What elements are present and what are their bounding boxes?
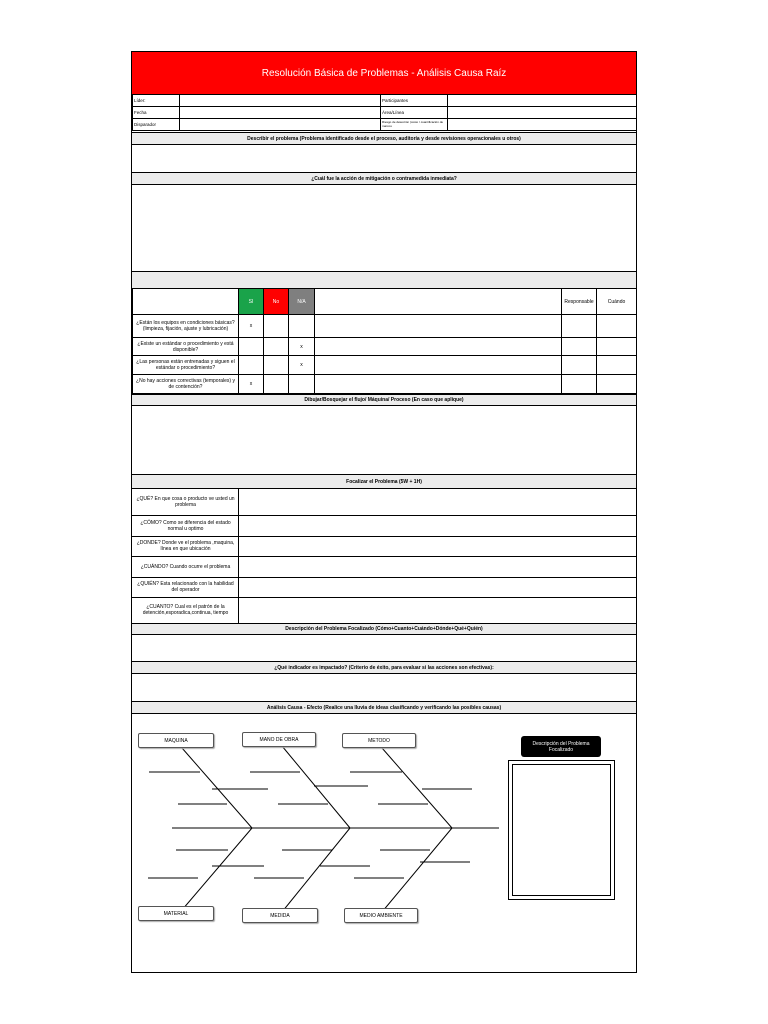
- checklist-na-cell[interactable]: [288, 374, 315, 394]
- action-header: [314, 288, 562, 315]
- checklist-cuando-cell[interactable]: [596, 314, 637, 338]
- indicador-field[interactable]: [132, 674, 636, 700]
- checklist-no-cell[interactable]: [263, 314, 289, 338]
- section-mitigacion: ¿Cuál fue la acción de mitigación o contramedida inmediata?: [132, 172, 636, 185]
- disparador-field[interactable]: [179, 118, 381, 131]
- checklist-na-cell[interactable]: [288, 314, 315, 338]
- blank-gray-band: [132, 271, 636, 289]
- checklist-si-cell[interactable]: [238, 337, 264, 356]
- checklist-cuando-cell[interactable]: [596, 337, 637, 356]
- cuando-header: Cuándo: [596, 288, 637, 315]
- focus-question: ¿CUANTO? Cual es el patrón de la detención,esporadica,continua, tiempo: [142, 604, 229, 616]
- checklist-responsable-cell[interactable]: [561, 374, 597, 394]
- checklist-no-cell[interactable]: [263, 374, 289, 394]
- checklist-question: ¿Las personas están entrenadas y siguen el estándar o procedimiento?: [132, 355, 239, 375]
- no-header: No: [263, 288, 289, 315]
- describir-field[interactable]: [132, 145, 636, 172]
- checklist-no-cell[interactable]: [263, 355, 289, 375]
- disparador-label: Disparador: [132, 118, 180, 131]
- area-label: Área/Línea: [380, 106, 448, 119]
- focus-question: ¿DONDE? Donde ve el problema ,maquina, línea en que ubicación: [132, 536, 239, 557]
- checklist-cuando-cell[interactable]: [596, 355, 637, 375]
- checklist-question: ¿Están los equipos en condiciones básicas? (limpieza, fijación, ajuste y lubricación): [132, 314, 239, 338]
- focus-answer[interactable]: [238, 536, 636, 557]
- focus-answer[interactable]: [238, 556, 636, 578]
- section-focalizar: Focalizar el Problema (5W + 1H): [132, 474, 636, 489]
- fishbone-category-medida: MEDIDA: [242, 908, 318, 923]
- fecha-label: Fecha: [132, 106, 180, 119]
- fishbone-category-medio-ambiente: MEDIO AMBIENTE: [344, 908, 418, 923]
- dibujar-field[interactable]: [132, 406, 636, 474]
- problem-head-inner: [512, 764, 611, 896]
- checklist-question: ¿Existe un estándar o procedimiento y está disponible?: [132, 337, 239, 356]
- focus-answer[interactable]: [238, 515, 636, 537]
- checklist-cuando-cell[interactable]: [596, 374, 637, 394]
- fishbone-category-maquina: MAQUINA: [138, 733, 214, 748]
- checklist-action-cell[interactable]: [314, 314, 562, 338]
- focus-question: ¿CUÁNDO? Cuando ocurre el problema: [132, 556, 239, 578]
- focus-answer[interactable]: [238, 489, 636, 516]
- checklist-action-cell[interactable]: [314, 337, 562, 356]
- checklist-si-cell[interactable]: [238, 355, 264, 375]
- checklist-responsable-cell[interactable]: [561, 355, 597, 375]
- problem-head-box[interactable]: [508, 760, 615, 900]
- checklist-action-cell[interactable]: [314, 355, 562, 375]
- section-causa-efecto: Análisis Causa - Efecto (Realice una lluvia de ideas clasificando y verificando las posibles causas): [132, 701, 636, 714]
- fishbone-category-mano-de-obra: MANO DE OBRA: [242, 732, 316, 747]
- checklist-na-cell[interactable]: x: [288, 355, 315, 375]
- focus-question: ¿QUÉ? En que cosa o producto ve usted un problema: [132, 489, 239, 516]
- na-header: N/A: [288, 288, 315, 315]
- descripcion-focalizado-field[interactable]: [132, 635, 636, 661]
- focus-answer[interactable]: [238, 577, 636, 598]
- lider-label: Líder:: [132, 94, 180, 107]
- fishbone-category-metodo: METODO: [342, 733, 416, 748]
- checklist-action-cell[interactable]: [314, 374, 562, 394]
- checklist-responsable-cell[interactable]: [561, 337, 597, 356]
- focus-question: ¿CÓMO? Como se diferencia del estado normal u optimo: [132, 515, 239, 537]
- form-title: Resolución Básica de Problemas - Análisis Causa Raíz: [132, 52, 636, 94]
- form-sheet: [131, 51, 637, 973]
- checklist-na-cell[interactable]: x: [288, 337, 315, 356]
- checklist-si-cell[interactable]: x: [238, 374, 264, 394]
- checklist-no-cell[interactable]: [263, 337, 289, 356]
- fishbone-category-material: MATERIAL: [138, 906, 214, 921]
- focus-question: ¿QUIÉN? Esta relacionado con la habilidad del operador: [132, 577, 239, 598]
- checklist-corner: [132, 288, 239, 315]
- focus-answer[interactable]: [238, 597, 636, 623]
- section-descripcion-focalizado: Descripción del Problema Focalizado (Cómo+Cuanto+Cuándo+Dónde+Qué+Quién): [132, 623, 636, 635]
- responsable-header: Responsable: [561, 288, 597, 315]
- riesgo-field[interactable]: [447, 118, 637, 131]
- riesgo-label: Riesgo de detección (costo / cuantificación de marcos: [380, 118, 448, 131]
- section-describir: Describir el problema (Problema identificado desde el proceso, auditoría y desde revisiones operacionales u otros): [132, 132, 636, 145]
- section-indicador: ¿Qué indicador es impactado? (Criterio de éxito, para evaluar si las acciones son efectivas):: [132, 661, 636, 674]
- checklist-question: ¿No hay acciones correctivas (temporales) y de contención?: [132, 374, 239, 394]
- checklist-responsable-cell[interactable]: [561, 314, 597, 338]
- si-header: SI: [238, 288, 264, 315]
- problem-head-label: Descripción del Problema Focalizado: [521, 736, 601, 757]
- participantes-label: Participantes: [380, 94, 448, 107]
- checklist-si-cell[interactable]: x: [238, 314, 264, 338]
- section-dibujar: Dibujar/Bosquejar el flujo/ Máquina/ Proceso (En caso que aplique): [132, 394, 636, 406]
- mitigacion-field[interactable]: [132, 185, 636, 271]
